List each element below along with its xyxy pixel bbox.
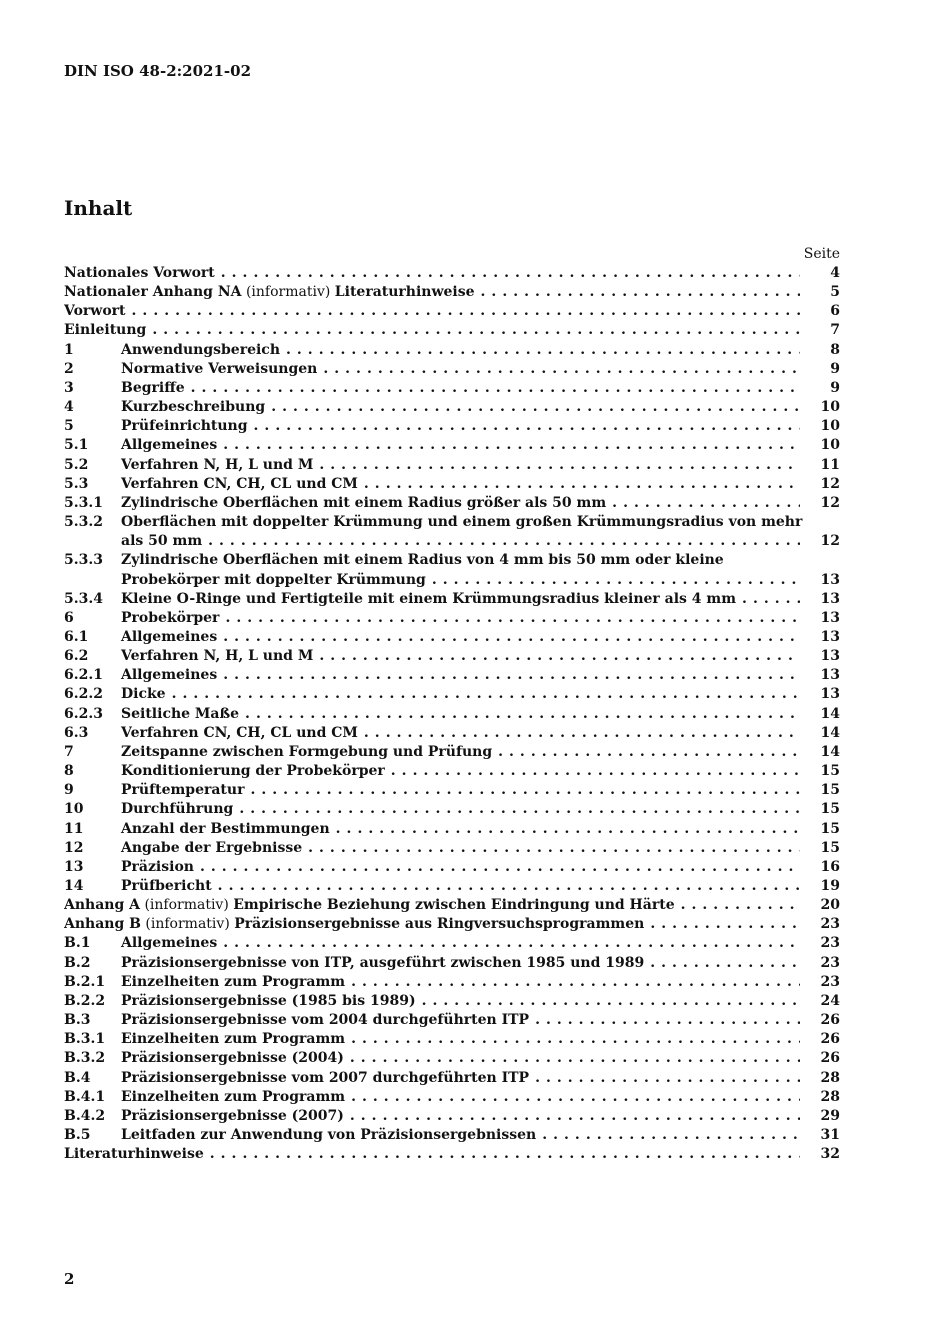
toc-entry[interactable]	[64, 456, 840, 475]
dot-leader	[217, 628, 800, 647]
toc-entry-title	[121, 1030, 345, 1049]
toc-entry-page: 10	[820, 399, 840, 416]
page-column-label: Seite	[803, 246, 840, 262]
toc-entry-title	[121, 494, 606, 513]
toc-entry-annex-title: Empirische Beziehung zwischen Eindringung und Härte	[233, 897, 675, 914]
toc-entry-title	[121, 781, 244, 800]
toc-entry-title	[64, 302, 126, 321]
toc-entry[interactable]	[64, 609, 840, 628]
dot-leader	[644, 954, 800, 973]
toc-entry[interactable]	[64, 1030, 840, 1049]
toc-entry-title	[121, 1049, 344, 1068]
toc-entry-page: 31	[820, 1127, 840, 1144]
dot-leader	[194, 858, 800, 877]
toc-entry-title	[121, 341, 280, 360]
dot-leader	[475, 283, 800, 302]
toc-entry-number: 6.1	[64, 628, 89, 645]
toc-entry[interactable]	[64, 417, 840, 436]
toc-entry-title-continued: als 50 mm	[121, 533, 203, 550]
toc-entry[interactable]	[64, 724, 840, 743]
toc-entry-number: 5.3.3	[64, 552, 103, 569]
toc-entry-title-text: Vorwort	[64, 303, 126, 320]
toc-entry[interactable]	[64, 934, 840, 953]
toc-entry[interactable]	[64, 264, 840, 283]
dot-leader	[330, 820, 800, 839]
dot-leader	[344, 1049, 800, 1068]
dot-leader	[344, 1107, 800, 1126]
toc-entry-number: B.3.1	[64, 1031, 106, 1048]
toc-entry[interactable]	[64, 1049, 840, 1068]
toc-entry-number: 5.2	[64, 456, 89, 473]
dot-leader	[675, 896, 800, 915]
toc-entry-title	[64, 1145, 204, 1164]
toc-entry-page: 16	[820, 858, 840, 875]
toc-entry-page: 7	[830, 322, 840, 339]
toc-entry-title	[121, 877, 212, 896]
toc-entry-title-text: Prüfbericht	[121, 878, 212, 894]
toc-entry-title	[121, 800, 233, 819]
toc-entry-number: 11	[64, 820, 84, 837]
toc-entry-title-text: Kleine O-Ringe und Fertigteile mit einem Krümmungsradius kleiner als 4 mm	[121, 590, 737, 607]
toc-entry-title	[121, 647, 313, 666]
toc-entry-title	[121, 379, 185, 398]
toc-entry[interactable]	[64, 628, 840, 647]
dot-leader	[313, 456, 800, 475]
toc-entry-page: 12	[820, 494, 840, 511]
dot-leader	[248, 417, 800, 436]
document-id-header: DIN ISO 48-2:2021-02	[64, 62, 252, 80]
toc-entry-page: 32	[820, 1146, 840, 1163]
toc-entry[interactable]	[64, 781, 840, 800]
toc-entry-title-text: Allgemeines	[121, 935, 218, 952]
dot-leader	[606, 494, 800, 513]
toc-entry[interactable]	[64, 973, 840, 992]
dot-leader	[426, 571, 800, 590]
toc-entry-title	[121, 628, 217, 647]
toc-entry-number: B.2.1	[64, 973, 106, 990]
toc-entry-page: 9	[830, 379, 840, 396]
toc-entry-title-text: Verfahren CN, CH, CL und CM	[121, 724, 358, 741]
toc-entry-title	[64, 264, 215, 283]
toc-entry[interactable]	[64, 705, 840, 724]
toc-entry-title-text: Leitfaden zur Anwendung von Präzisionsergebnissen	[121, 1127, 537, 1144]
dot-leader	[529, 1011, 800, 1030]
toc-entry-page: 23	[820, 935, 840, 952]
toc-entry-number: 12	[64, 839, 84, 856]
toc-entry-title-text: Kurzbeschreibung	[121, 399, 266, 416]
toc-entry[interactable]	[64, 685, 840, 704]
toc-entry[interactable]	[64, 647, 840, 666]
toc-entry[interactable]	[64, 283, 840, 302]
toc-entry-title-text: Nationaler Anhang NA	[64, 284, 242, 301]
toc-entry-title	[121, 973, 345, 992]
toc-entry-title-text: Allgemeines	[121, 667, 218, 684]
toc-entry-title	[121, 1107, 344, 1126]
toc-entry-title-text: Allgemeines	[121, 437, 218, 454]
toc-entry[interactable]	[64, 1088, 840, 1107]
toc-entry[interactable]	[64, 341, 840, 360]
dot-leader	[212, 877, 800, 896]
toc-entry-title	[121, 1069, 529, 1088]
toc-entry-page: 11	[820, 456, 840, 473]
toc-entry-title-text: Literaturhinweise	[64, 1146, 204, 1163]
dot-leader	[185, 379, 800, 398]
toc-entry-title-text: Verfahren N, H, L und M	[121, 648, 314, 665]
dot-leader	[358, 475, 800, 494]
toc-entry-page: 13	[820, 667, 840, 684]
toc-entry[interactable]	[64, 551, 840, 570]
toc-entry-page: 20	[820, 897, 840, 914]
dot-leader	[313, 647, 800, 666]
toc-entry[interactable]	[64, 896, 840, 915]
toc-entry-annex-type: (informativ)	[140, 916, 235, 933]
toc-entry[interactable]	[64, 1107, 840, 1126]
toc-entry-page: 15	[820, 839, 840, 856]
toc-entry-title-text: Konditionierung der Probekörper	[121, 763, 385, 780]
toc-entry-title-text: Probekörper	[121, 609, 220, 626]
dot-leader	[302, 839, 800, 858]
toc-entry-number: 6.2.2	[64, 686, 103, 703]
dot-leader	[215, 264, 800, 283]
toc-entry-page: 13	[820, 571, 840, 588]
dot-leader	[385, 762, 800, 781]
toc-entry-number: B.4.2	[64, 1107, 106, 1124]
toc-entry[interactable]	[64, 436, 840, 455]
dot-leader	[492, 743, 800, 762]
toc-entry-number: B.2	[64, 954, 91, 971]
toc-entry[interactable]	[64, 762, 840, 781]
toc-entry-title-text: Anwendungsbereich	[121, 341, 280, 358]
toc-entry[interactable]	[64, 954, 840, 973]
toc-entry-number: B.3	[64, 1012, 91, 1029]
toc-entry-title-text: Seitliche Maße	[121, 705, 240, 722]
toc-entry-title-text: Zylindrische Oberflächen mit einem Radius von 4 mm bis 50 mm oder kleine	[121, 552, 724, 569]
toc-entry-page: 12	[820, 533, 840, 550]
toc-entry-title	[121, 436, 217, 455]
toc-entry-page: 23	[820, 916, 840, 933]
toc-entry-number: 5.3.1	[64, 494, 103, 511]
toc-entry-annex-type: (informativ)	[140, 897, 234, 914]
toc-entry-title-text: Präzisionsergebnisse (1985 bis 1989)	[121, 992, 416, 1009]
toc-entry-number: 5.3.4	[64, 590, 103, 607]
toc-entry-number: B.3.2	[64, 1050, 106, 1067]
toc-entry-title	[64, 321, 146, 340]
toc-entry-title	[121, 743, 492, 762]
dot-leader	[166, 685, 800, 704]
toc-entry-page: 13	[820, 648, 840, 665]
dot-leader	[239, 705, 800, 724]
toc-entry-number: 6.3	[64, 724, 89, 741]
toc-entry[interactable]	[64, 1011, 840, 1030]
toc-entry-title-text: Angabe der Ergebnisse	[121, 839, 303, 856]
toc-entry-title	[121, 475, 358, 494]
toc-entry-page: 6	[830, 303, 840, 320]
toc-entry-title	[121, 590, 736, 609]
dot-leader	[536, 1126, 800, 1145]
toc-entry-title	[64, 896, 675, 915]
toc-entry-title-text: Dicke	[121, 686, 166, 703]
toc-entry-page: 14	[820, 724, 840, 741]
toc-entry-title-text: Verfahren CN, CH, CL und CM	[121, 475, 358, 492]
toc-entry-number: 6	[64, 609, 74, 626]
toc-entry-page: 12	[820, 475, 840, 492]
toc-entry[interactable]	[64, 1126, 840, 1145]
dot-leader	[358, 724, 800, 743]
toc-entry-page: 8	[830, 341, 840, 358]
toc-entry-number: 4	[64, 399, 74, 416]
toc-entry-number: B.4.1	[64, 1088, 106, 1105]
toc-entry-page: 26	[820, 1012, 840, 1029]
toc-entry-title-text: Zylindrische Oberflächen mit einem Radius größer als 50 mm	[121, 494, 607, 511]
toc-entry-title	[121, 1088, 345, 1107]
dot-leader	[204, 1145, 800, 1164]
toc-entry-number: B.2.2	[64, 992, 106, 1009]
toc-entry-title-text: Prüfeinrichtung	[121, 418, 248, 435]
toc-entry-number: 5.3.2	[64, 514, 103, 531]
table-of-contents	[64, 264, 840, 1164]
toc-entry[interactable]	[64, 820, 840, 839]
toc-entry-title	[121, 417, 248, 436]
toc-entry-title	[121, 609, 219, 628]
toc-entry-title	[64, 915, 644, 934]
toc-entry-title	[121, 762, 385, 781]
dot-leader	[233, 800, 800, 819]
toc-entry-title-text: Präzisionsergebnisse von ITP, ausgeführt zwischen 1985 und 1989	[121, 954, 645, 971]
dot-leader	[416, 992, 800, 1011]
toc-entry-page: 13	[820, 590, 840, 607]
toc-entry-number: B.1	[64, 935, 91, 952]
toc-entry-title	[121, 685, 166, 704]
toc-entry-page: 14	[820, 705, 840, 722]
toc-entry[interactable]	[64, 666, 840, 685]
dot-leader	[529, 1069, 800, 1088]
toc-entry-annex-title: Präzisionsergebnisse aus Ringversuchsprogrammen	[234, 916, 645, 933]
toc-entry[interactable]	[64, 992, 840, 1011]
toc-entry-number: 14	[64, 878, 84, 894]
dot-leader	[265, 398, 800, 417]
toc-entry-page: 23	[820, 973, 840, 990]
toc-entry[interactable]	[64, 302, 840, 321]
toc-entry-page: 13	[820, 686, 840, 703]
dot-leader	[202, 532, 800, 551]
toc-entry-number: 6.2	[64, 648, 89, 665]
toc-entry-page: 15	[820, 782, 840, 799]
toc-entry-page: 26	[820, 1031, 840, 1048]
toc-entry-title	[121, 724, 358, 743]
toc-entry-page: 10	[820, 437, 840, 454]
toc-entry[interactable]	[64, 475, 840, 494]
toc-entry-title	[64, 283, 475, 302]
toc-entry-page: 26	[820, 1050, 840, 1067]
toc-entry-title	[121, 513, 840, 532]
toc-entry-title-text: Präzisionsergebnisse vom 2007 durchgeführten ITP	[121, 1069, 530, 1086]
toc-entry-page: 28	[820, 1088, 840, 1105]
toc-entry-title-text: Prüftemperatur	[121, 782, 245, 799]
toc-entry-title	[121, 360, 317, 379]
toc-entry-title	[121, 934, 217, 953]
toc-entry-number: 6.2.3	[64, 705, 103, 722]
toc-entry[interactable]	[64, 743, 840, 762]
toc-entry-title-text: Einzelheiten zum Programm	[121, 973, 346, 990]
dot-leader	[219, 609, 800, 628]
toc-entry-number: 5.1	[64, 437, 89, 454]
toc-entry-title-text: Anzahl der Bestimmungen	[121, 820, 330, 837]
toc-entry-title-text: Präzisionsergebnisse (2007)	[121, 1107, 344, 1124]
toc-entry-title-text: Anhang B	[64, 916, 141, 933]
toc-entry-title-text: Normative Verweisungen	[121, 360, 318, 377]
dot-leader	[345, 1088, 800, 1107]
dot-leader	[126, 302, 800, 321]
toc-entry-title	[121, 551, 840, 570]
toc-entry-title	[121, 992, 416, 1011]
toc-entry-page: 10	[820, 418, 840, 435]
toc-entry-title-text: Anhang A	[64, 897, 140, 914]
toc-entry-annex-title: Literaturhinweise	[334, 284, 475, 301]
toc-entry[interactable]	[64, 360, 840, 379]
dot-leader	[736, 590, 800, 609]
toc-entry-number: 2	[64, 360, 74, 377]
toc-entry-title-text: Präzision	[121, 858, 194, 875]
toc-entry-title-text: Zeitspanne zwischen Formgebung und Prüfung	[121, 743, 493, 760]
toc-entry-title	[121, 820, 330, 839]
toc-entry-title	[121, 705, 239, 724]
toc-entry[interactable]	[64, 839, 840, 858]
toc-entry-page: 15	[820, 763, 840, 780]
dot-leader	[644, 915, 800, 934]
toc-entry-title-text: Einzelheiten zum Programm	[121, 1031, 346, 1048]
toc-entry[interactable]	[64, 398, 840, 417]
toc-entry-title-text: Allgemeines	[121, 628, 218, 645]
dot-leader	[217, 436, 800, 455]
toc-entry-number: 9	[64, 782, 74, 799]
toc-entry-title-continued: Probekörper mit doppelter Krümmung	[121, 571, 426, 588]
dot-leader	[345, 1030, 800, 1049]
dot-leader	[244, 781, 800, 800]
toc-entry-title	[121, 839, 302, 858]
toc-entry-title-text: Nationales Vorwort	[64, 265, 215, 281]
toc-entry-number: 7	[64, 743, 74, 760]
toc-entry-title	[121, 398, 265, 417]
toc-entry-page: 28	[820, 1069, 840, 1086]
toc-entry[interactable]	[64, 379, 840, 398]
dot-leader	[317, 360, 800, 379]
toc-entry-number: 5.3	[64, 475, 89, 492]
toc-entry-page: 4	[830, 265, 840, 281]
toc-entry-number: 5	[64, 418, 74, 435]
dot-leader	[217, 934, 800, 953]
toc-entry-page: 13	[820, 609, 840, 626]
toc-entry[interactable]	[64, 494, 840, 513]
toc-entry[interactable]	[64, 321, 840, 340]
toc-entry-continuation[interactable]	[64, 532, 840, 551]
toc-entry-annex-type: (informativ)	[241, 284, 335, 301]
toc-entry[interactable]	[64, 877, 840, 896]
toc-entry-title	[121, 858, 194, 877]
toc-entry[interactable]	[64, 915, 840, 934]
toc-entry-page: 29	[820, 1107, 840, 1124]
toc-entry-title-text: Einzelheiten zum Programm	[121, 1088, 346, 1105]
toc-entry-number: B.4	[64, 1069, 91, 1086]
dot-leader	[280, 341, 800, 360]
toc-entry-title	[121, 1011, 529, 1030]
toc-entry-title	[121, 666, 217, 685]
toc-entry-number: 13	[64, 858, 84, 875]
toc-entry-number: 6.2.1	[64, 667, 103, 684]
toc-entry[interactable]	[64, 513, 840, 532]
toc-entry[interactable]	[64, 858, 840, 877]
toc-entry-number: 8	[64, 763, 74, 780]
toc-entry-title-text: Durchführung	[121, 801, 234, 818]
toc-entry-title	[121, 954, 644, 973]
toc-entry[interactable]	[64, 1069, 840, 1088]
toc-entry-number: 3	[64, 379, 74, 396]
toc-entry-title-text: Oberflächen mit doppelter Krümmung und einem großen Krümmungsradius von mehr	[121, 514, 803, 531]
toc-entry-number: B.5	[64, 1127, 91, 1144]
toc-entry-title	[121, 456, 313, 475]
toc-entry-continuation[interactable]	[64, 571, 840, 590]
toc-entry[interactable]	[64, 1145, 840, 1164]
toc-entry-page: 23	[820, 954, 840, 971]
toc-entry-title-text: Präzisionsergebnisse vom 2004 durchgeführten ITP	[121, 1012, 530, 1029]
toc-entry-number: 10	[64, 801, 84, 818]
toc-entry-page: 24	[820, 992, 840, 1009]
toc-entry-page: 14	[820, 743, 840, 760]
toc-entry-number: 1	[64, 341, 74, 358]
toc-entry[interactable]	[64, 800, 840, 819]
dot-leader	[217, 666, 800, 685]
toc-entry-title-text: Verfahren N, H, L und M	[121, 456, 314, 473]
toc-entry-title-text: Präzisionsergebnisse (2004)	[121, 1050, 344, 1067]
dot-leader	[146, 321, 800, 340]
dot-leader	[345, 973, 800, 992]
page-title: Inhalt	[64, 196, 133, 220]
toc-entry-title-text: Begriffe	[121, 379, 185, 396]
toc-entry-page: 13	[820, 628, 840, 645]
toc-entry-title-text: Einleitung	[64, 322, 147, 339]
toc-entry-page: 15	[820, 801, 840, 818]
toc-entry-page: 5	[830, 284, 840, 301]
toc-entry-title	[121, 1126, 536, 1145]
page-number: 2	[64, 1270, 75, 1288]
toc-entry-page: 9	[830, 360, 840, 377]
toc-entry-page: 15	[820, 820, 840, 837]
toc-entry[interactable]	[64, 590, 840, 609]
toc-entry-page: 19	[820, 878, 840, 894]
